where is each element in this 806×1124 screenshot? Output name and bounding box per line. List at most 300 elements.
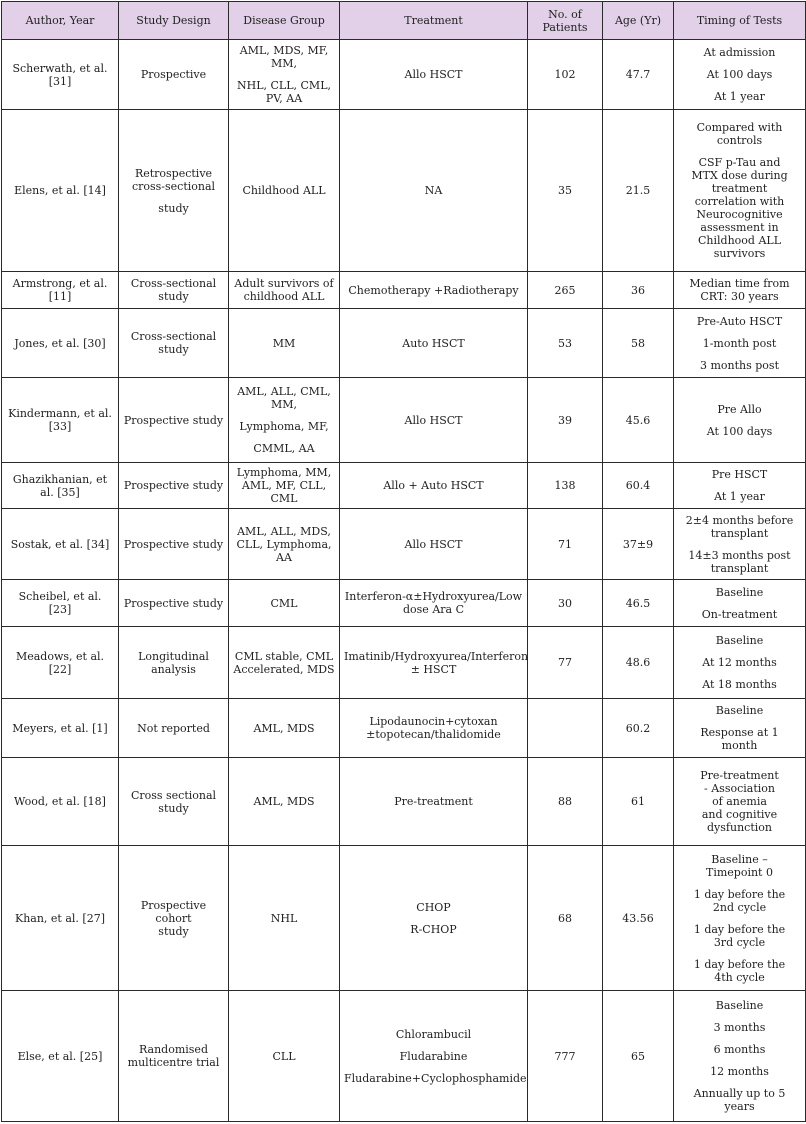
cell-group [344,923,523,936]
cell-line: 1 day before the [693,957,786,971]
cell-line: Elens, et al. [14] [14,184,106,197]
cell-line: Median time from [689,277,790,290]
cell-group [678,468,801,481]
table-row [2,509,806,580]
cell-line: Baseline [715,704,764,717]
cell-no-of-patients: 30 [528,580,603,627]
cell-group [678,634,801,647]
cell-line: Allo HSCT [404,68,463,81]
cell-group [344,715,523,741]
cell-line: Pre-treatment [700,769,779,782]
cell-disease-group [229,699,340,758]
cell-line: [11] [48,290,72,303]
table-row [2,758,806,846]
cell-line: and cognitive [701,808,778,821]
cell-group [678,923,801,949]
cell-line: CRT: 30 years [700,290,779,303]
cell-line: Fludarabine+Cyclophosphamide [344,1071,527,1085]
cell-line: [33] [48,420,72,433]
cell-line: Not reported [137,721,210,735]
cell-no-of-patients: 53 [528,309,603,378]
cell-group [233,420,335,433]
cell-line: Fludarabine [399,1049,468,1063]
cell-line: Meadows, et al. [15,649,105,663]
cell-group [233,525,335,564]
cell-disease-group [229,463,340,509]
cell-group [678,68,801,81]
cell-line: MM, [270,398,298,411]
cell-line: AML, MDS [253,795,315,808]
table-body [2,40,806,1122]
cell-group [678,1065,801,1078]
cell-line: Pre HSCT [711,468,768,481]
cell-treatment [340,627,528,699]
cell-timing-of-tests [674,509,806,580]
cell-group [233,184,335,197]
cell-no-of-patients: 35 [528,110,603,272]
cell-line: Khan, et al. [27] [14,911,105,925]
cell-line: At 1 year [714,90,765,103]
cell-group [344,414,523,427]
cell-treatment [340,846,528,991]
cell-line: Interferon-α±Hydroxyurea/Low [344,590,523,603]
cell-line: Auto HSCT [402,336,465,350]
cell-line: 1 day before the [693,922,786,936]
cell-study-design [119,758,229,846]
cell-line: Neurocognitive [696,208,783,221]
cell-line: Accelerated, MDS [233,662,335,676]
cell-group [678,277,801,303]
cell-line: PV, AA [265,92,303,105]
cell-group [233,277,335,303]
cell-line: transplant [710,561,769,575]
cell-group [678,46,801,59]
table-row [2,378,806,463]
cell-line: AML, MDS [253,721,315,735]
cell-line: Response at 1 [700,726,779,739]
table-row [2,309,806,378]
cell-study-design [119,846,229,991]
cell-group [678,853,801,879]
table-row [2,272,806,309]
cell-line: Cross sectional [130,788,217,802]
cell-line: AML, MF, CLL, CML [241,479,327,505]
col-header-no-of-patients-label: No. of Patients [542,7,588,34]
cell-group [678,704,801,717]
table-row [2,463,806,509]
cell-group [678,425,801,438]
cell-line: Chemotherapy +Radiotherapy [348,283,519,297]
cell-group [678,359,801,372]
cell-timing-of-tests [674,991,806,1122]
cell-treatment [340,991,528,1122]
cell-author-year [2,509,119,580]
cell-line: [31] [48,74,72,88]
cell-group [123,202,224,215]
cell-line: 12 months [710,1065,769,1078]
cell-group [678,121,801,147]
table-row [2,40,806,110]
cell-line: controls [716,134,763,147]
cell-line: 1-month post [702,336,777,350]
cell-age: 60.4 [603,463,674,509]
cell-treatment [340,309,528,378]
cell-line: At admission [703,46,776,59]
cell-line: At 100 days [706,424,773,438]
cell-author-year [2,463,119,509]
cell-no-of-patients: 39 [528,378,603,463]
table-header [2,2,806,40]
cell-line: Prospective cohort [140,898,207,925]
cell-line: Lipodaunocin+cytoxan [369,715,498,728]
cell-line: correlation with [694,195,785,208]
cell-study-design [119,627,229,699]
cell-line: Prospective [140,68,207,81]
cell-group [678,999,801,1012]
cell-line: Annually up to 5 [693,1087,786,1100]
cell-line: Prospective study [123,596,224,610]
cell-line: 2±4 months before [685,513,794,527]
cell-study-design [119,699,229,758]
cell-timing-of-tests [674,846,806,991]
cell-group [233,466,335,505]
cell-group [233,795,335,808]
col-header-treatment: Treatment [340,2,528,40]
cell-line: study [158,343,189,356]
cell-line: Armstrong, et al. [12,277,108,290]
cell-age: 36 [603,272,674,309]
cell-line: study [158,201,189,215]
cell-line: CML stable, CML [234,649,334,663]
cell-no-of-patients: 777 [528,991,603,1122]
cell-line: Pre-Auto HSCT [696,314,783,328]
table-row [2,580,806,627]
cell-author-year [2,378,119,463]
cell-line: 4th cycle [714,970,765,984]
col-header-timing-of-tests: Timing of Tests [674,2,806,40]
cell-timing-of-tests [674,378,806,463]
cell-line: On-treatment [701,607,778,621]
cell-group [678,608,801,621]
cell-group [233,722,335,735]
cell-group [233,79,335,105]
cell-age: 46.5 [603,580,674,627]
cell-line: dysfunction [707,821,772,834]
cell-group [678,490,801,503]
cell-line: of anemia [712,795,767,808]
cell-no-of-patients: 71 [528,509,603,580]
cell-treatment [340,272,528,309]
cell-timing-of-tests [674,758,806,846]
cell-line: Cross-sectional [130,277,217,290]
col-header-no-of-patients [528,2,603,40]
cell-line: Baseline [715,585,764,599]
cell-line: CLL, Lymphoma, [236,537,332,551]
cell-line: Jones, et al. [30] [14,336,106,350]
cell-line: 1 day before the [693,887,786,901]
cell-line: Lymphoma, MF, [239,420,329,433]
cell-author-year [2,846,119,991]
cell-author-year [2,272,119,309]
cell-group [123,167,224,193]
cell-age: 61 [603,758,674,846]
cell-line: Childhood ALL [242,184,326,197]
cell-disease-group [229,509,340,580]
cell-author-year [2,699,119,758]
cell-line: treatment [711,182,768,195]
cell-timing-of-tests [674,580,806,627]
cell-age: 47.7 [603,40,674,110]
cell-line: Cross-sectional [130,330,217,343]
cell-group [233,385,335,411]
cell-line: transplant [710,526,769,540]
cell-treatment [340,509,528,580]
cell-line: al. [35] [40,485,80,499]
table-row [2,627,806,699]
cell-disease-group [229,40,340,110]
cell-group [678,586,801,599]
cell-study-design [119,40,229,110]
cell-line: Meyers, et al. [1] [12,721,108,735]
cell-group [344,337,523,350]
cell-treatment [340,110,528,272]
cell-line: AML, ALL, MDS, [237,524,331,538]
cell-group [678,90,801,103]
cell-study-design [119,110,229,272]
cell-no-of-patients: 68 [528,846,603,991]
cell-line: Prospective study [123,413,224,427]
cell-line: CHOP [416,900,451,914]
cell-line: CLL [272,1049,296,1063]
cell-line: Baseline – [711,852,768,866]
cell-age: 48.6 [603,627,674,699]
cell-group [678,156,801,260]
cell-group [344,590,523,616]
cell-line: Pre-treatment [394,795,473,808]
cell-group [678,315,801,328]
cell-line: ±topotecan/thalidomide [366,728,501,741]
cell-treatment [340,580,528,627]
cell-line: CMML, AA [253,442,315,455]
cell-age: 37±9 [603,509,674,580]
cell-age: 21.5 [603,110,674,272]
cell-group [678,888,801,914]
cell-line: AA [276,550,292,564]
cell-author-year [2,40,119,110]
cell-line: MM [272,336,296,350]
cell-line: Lymphoma, MM, [236,466,332,479]
cell-line: At 100 days [706,68,773,81]
cell-author-year [2,110,119,272]
cell-no-of-patients [528,699,603,758]
cell-no-of-patients: 138 [528,463,603,509]
cell-group [344,184,523,197]
table-row [2,846,806,991]
cell-group [678,769,801,834]
cell-line: 6 months [713,1043,766,1056]
cell-timing-of-tests [674,309,806,378]
cell-line: Adult survivors of [234,277,334,290]
cell-group [678,1087,801,1113]
cell-disease-group [229,627,340,699]
table-row [2,699,806,758]
cell-line: Timepoint 0 [706,865,773,879]
col-header-author-year: Author, Year [2,2,119,40]
cell-line: Prospective study [123,537,224,551]
cell-author-year [2,580,119,627]
cell-group [344,1028,523,1041]
cell-group [233,442,335,455]
cell-line: NHL, CLL, CML, [236,79,331,92]
cell-line: multicentre trial [127,1056,220,1069]
cell-age: 58 [603,309,674,378]
col-header-disease-group: Disease Group [229,2,340,40]
cell-no-of-patients: 102 [528,40,603,110]
cell-disease-group [229,378,340,463]
table-row [2,991,806,1122]
cell-timing-of-tests [674,272,806,309]
cell-disease-group [229,580,340,627]
cell-timing-of-tests [674,463,806,509]
cell-age: 65 [603,991,674,1122]
cell-line: Ghazikhanian, et [12,472,108,486]
cell-group [233,912,335,925]
cell-line: 3 months post [699,358,779,372]
cell-age: 60.2 [603,699,674,758]
cell-group [344,538,523,551]
cell-group [678,337,801,350]
col-header-age: Age (Yr) [603,2,674,40]
cell-line: - Association [704,782,775,795]
cell-treatment [340,758,528,846]
cell-group [344,1071,527,1085]
cell-line: analysis [151,662,196,676]
cell-line: AML, ALL, CML, [237,385,331,398]
cell-disease-group [229,110,340,272]
cell-line: Longitudinal [138,649,209,663]
cell-line: At 18 months [702,678,777,691]
cell-timing-of-tests [674,627,806,699]
cell-no-of-patients: 265 [528,272,603,309]
cell-line: At 12 months [702,656,777,669]
cell-author-year [2,309,119,378]
cell-group [344,649,529,676]
cell-group [344,795,523,808]
cell-group [344,284,523,297]
cell-line: month [721,739,758,752]
cell-timing-of-tests [674,699,806,758]
cell-line: years [724,1100,755,1113]
cell-study-design [119,509,229,580]
cell-group [233,650,335,676]
cell-line: Baseline [715,634,764,647]
cell-study-design [119,580,229,627]
cell-group [233,337,335,350]
cell-study-design [119,991,229,1122]
cell-study-design [119,309,229,378]
cell-line: At 1 year [714,490,765,503]
cell-disease-group [229,309,340,378]
cell-group [344,479,523,492]
cell-study-design [119,272,229,309]
cell-line: study [158,801,189,815]
studies-table [1,1,806,1122]
cell-author-year [2,758,119,846]
cell-line: Allo HSCT [404,537,463,551]
cell-line: study [158,290,189,303]
cell-line: Sostak, et al. [34] [10,537,110,551]
cell-treatment [340,40,528,110]
cell-line: NA [424,184,443,197]
cell-line: 2nd cycle [712,900,767,914]
table-row [2,110,806,272]
cell-group [678,549,801,575]
cell-line: Prospective study [123,479,224,492]
cell-line: NHL [270,911,298,925]
cell-group [678,1021,801,1034]
cell-line: Randomised [139,1043,208,1056]
cell-line: Chlorambucil [395,1027,472,1041]
cell-line: Pre Allo [717,402,762,416]
cell-group [344,1050,523,1063]
cell-line: study [158,924,189,938]
cell-disease-group [229,758,340,846]
cell-line: CML [270,596,298,610]
cell-line: 3 months [713,1021,766,1034]
cell-line: 14±3 months post [688,548,791,562]
cell-line: [22] [48,662,72,676]
col-header-study-design: Study Design [119,2,229,40]
cell-no-of-patients: 88 [528,758,603,846]
cell-author-year [2,991,119,1122]
cell-line: ± HSCT [410,662,457,676]
cell-group [233,1050,335,1063]
cell-timing-of-tests [674,40,806,110]
cell-disease-group [229,272,340,309]
cell-line: childhood ALL [243,290,325,303]
cell-treatment [340,463,528,509]
cell-study-design [119,463,229,509]
cell-line: Else, et al. [25] [17,1049,103,1063]
cell-group [233,44,335,70]
cell-group [678,958,801,984]
cell-no-of-patients: 77 [528,627,603,699]
cell-age: 45.6 [603,378,674,463]
cell-line: MTX dose during [691,169,788,182]
cell-line: Compared with [696,121,783,134]
cell-group [678,678,801,691]
cell-treatment [340,699,528,758]
cell-group [678,403,801,416]
cell-age: 43.56 [603,846,674,991]
cell-author-year [2,627,119,699]
cell-study-design [119,378,229,463]
cell-treatment [340,378,528,463]
cell-group [344,901,523,914]
cell-line: Retrospective [134,166,213,180]
cell-disease-group [229,846,340,991]
header-row [2,2,806,40]
cell-timing-of-tests [674,110,806,272]
cell-group [678,1043,801,1056]
cell-line: Imatinib/Hydroxyurea/Interferon [344,649,529,663]
cell-line: AML, MDS, MF, MM, [239,44,329,70]
cell-line: Allo + Auto HSCT [383,479,484,492]
cell-line: Scherwath, et al. [12,61,108,75]
cell-line: cross-sectional [131,179,216,193]
cell-line: Wood, et al. [18] [14,795,106,808]
cell-line: dose Ara C [403,603,464,616]
